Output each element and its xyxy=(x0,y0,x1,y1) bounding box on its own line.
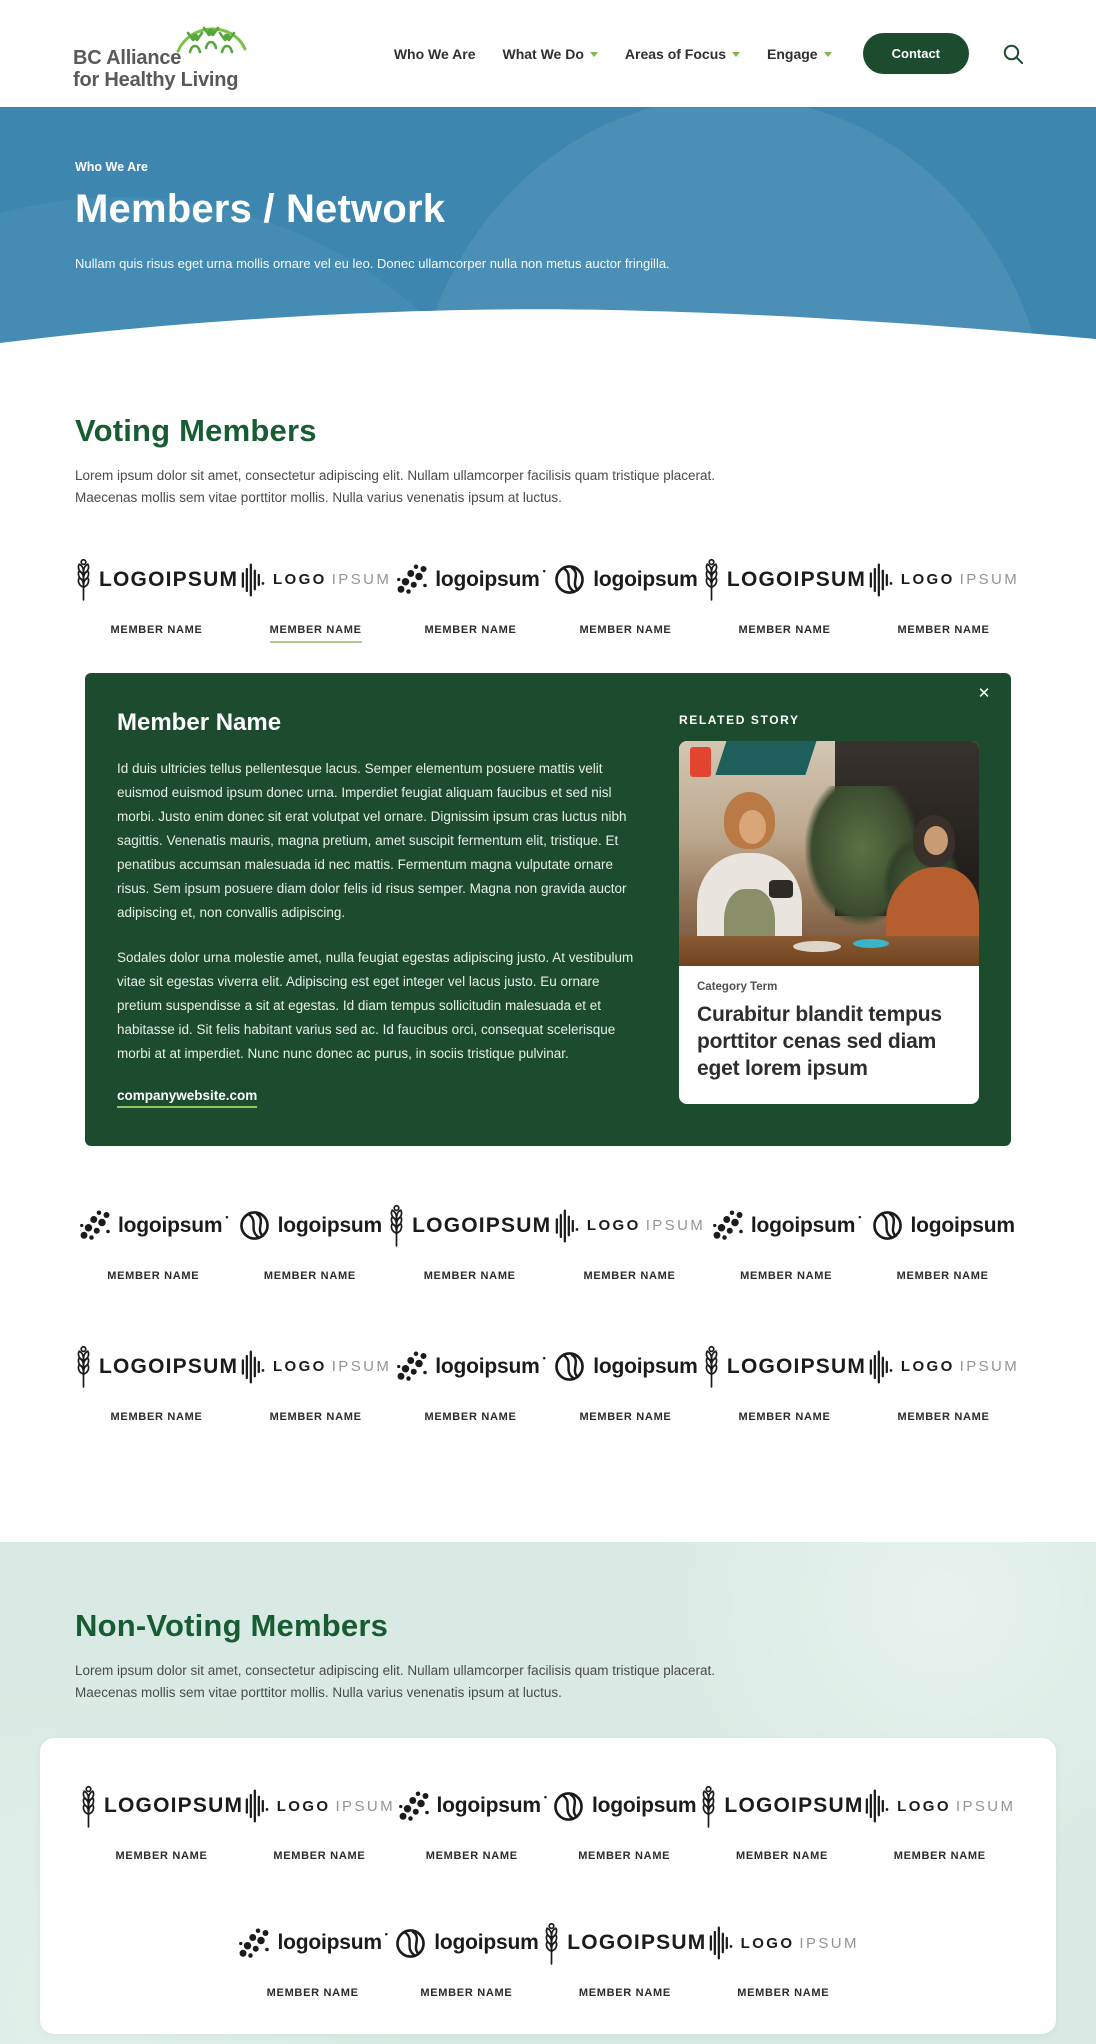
sphere-logo xyxy=(553,556,697,604)
member-name-label: MEMBER NAME xyxy=(738,1410,831,1423)
chevron-down-icon xyxy=(732,52,740,57)
voting-members-heading: Voting Members xyxy=(75,413,317,448)
wheat-logo xyxy=(700,1782,863,1830)
nonvoting-members-intro xyxy=(40,1542,1056,1705)
wheat-logo-icon xyxy=(388,1204,405,1247)
bars-logo-text-bold: LOGO xyxy=(272,571,327,589)
member-item[interactable] xyxy=(708,1202,865,1289)
wheat-logo-text: LOGOIPSUM xyxy=(726,567,867,591)
member-item[interactable] xyxy=(551,1202,708,1289)
member-item[interactable] xyxy=(236,1919,390,2006)
site-logo[interactable] xyxy=(73,17,323,91)
wheat-logo xyxy=(388,1202,551,1250)
dots-logo-text: logoipsum xyxy=(118,1213,223,1237)
member-name-label: MEMBER NAME xyxy=(579,623,672,636)
bars-logo-text-light: IPSUM xyxy=(959,1358,1020,1376)
wheat-logo xyxy=(703,1343,866,1391)
voting-members-description xyxy=(75,465,1021,510)
voting-members-row-3 xyxy=(75,1343,1021,1430)
bars-logo-text-bold: LOGO xyxy=(900,571,955,589)
bars-logo-icon xyxy=(240,562,266,598)
dots-logo xyxy=(397,1782,548,1830)
bars-logo xyxy=(554,1202,705,1250)
member-item[interactable] xyxy=(238,1343,393,1430)
member-name-label: MEMBER NAME xyxy=(897,1410,990,1423)
bars-logo-text-light: IPSUM xyxy=(331,1358,392,1376)
dots-logo xyxy=(711,1202,862,1250)
member-paragraph-2: Sodales dolor urna molestie amet, nulla feugiat egestas adipiscing justo. At vestibulum vitae sit egestas viverra elit. Adipiscing est eget integer vel lacus justo. Eu ornare pretium suspendisse a sit at egestas. Id diam tempus sollicitudin malesuada et et habitasse id. Sit felis habitant varius sed ac. Id faucibus orci, consequat scelerisque morbi at at imperdiet. Nunc nunc donec ac purus, in sociis tristique pulvinar. xyxy=(117,949,634,1061)
bars-logo-icon xyxy=(244,1788,270,1824)
bars-logo xyxy=(868,556,1019,604)
bars-logo-text-bold: LOGO xyxy=(740,1934,795,1952)
dots-logo-trailing-mark: • xyxy=(542,1352,546,1363)
bars-logo-icon xyxy=(868,562,894,598)
chevron-down-icon xyxy=(590,52,598,57)
nav-item-label: What We Do xyxy=(502,45,584,62)
member-name-label: MEMBER NAME xyxy=(115,1850,208,1863)
sphere-logo xyxy=(394,1919,538,1967)
chevron-down-icon xyxy=(824,52,832,57)
bars-logo-text-bold: LOGO xyxy=(276,1797,331,1815)
brand-line1: BC Alliance xyxy=(73,46,182,69)
sphere-logo xyxy=(238,1202,382,1250)
member-name-label: MEMBER NAME xyxy=(740,1269,833,1282)
sphere-logo xyxy=(871,1202,1015,1250)
bars-logo xyxy=(864,1782,1015,1830)
story-title: Curabitur blandit tempus porttitor cenas sed diam eget lorem ipsum xyxy=(697,1002,942,1081)
nonvoting-members-card xyxy=(40,1738,1056,2034)
member-item[interactable] xyxy=(706,1919,860,2006)
related-story-body xyxy=(679,966,979,1105)
wheat-logo xyxy=(543,1919,706,1967)
related-story-card[interactable] xyxy=(679,741,979,1105)
member-detail-panel xyxy=(85,673,1011,1146)
photo-awning xyxy=(716,741,817,775)
wheat-logo-text: LOGOIPSUM xyxy=(412,1213,552,1237)
bars-logo xyxy=(240,1343,391,1391)
wheat-logo-icon xyxy=(80,1785,97,1828)
member-name-label: MEMBER NAME xyxy=(420,1987,513,2000)
member-item[interactable] xyxy=(548,1343,703,1430)
photo-sign xyxy=(690,747,711,776)
voting-members-section xyxy=(0,413,1096,1480)
dots-logo xyxy=(395,1343,546,1391)
sphere-logo-text: logoipsum xyxy=(910,1213,1015,1237)
member-item[interactable] xyxy=(543,1919,706,2006)
member-item[interactable] xyxy=(548,556,703,643)
member-name-label: MEMBER NAME xyxy=(896,1269,989,1282)
nonvoting-members-description xyxy=(75,1660,1021,1705)
dots-logo-icon xyxy=(78,1209,111,1242)
dots-logo xyxy=(78,1202,229,1250)
bars-logo-text-light: IPSUM xyxy=(331,571,392,589)
member-name-label: MEMBER NAME xyxy=(424,623,517,636)
member-name-label: MEMBER NAME xyxy=(423,1269,516,1282)
member-name-label: MEMBER NAME xyxy=(263,1269,356,1282)
dots-logo-icon xyxy=(711,1209,744,1242)
member-item[interactable] xyxy=(80,1782,243,1869)
wheat-logo-icon xyxy=(75,1345,92,1388)
people-arc-logo-icon xyxy=(171,15,251,73)
wheat-logo-text: LOGOIPSUM xyxy=(104,1794,244,1818)
close-icon[interactable]: ✕ xyxy=(977,684,991,702)
bars-logo-icon xyxy=(864,1788,890,1824)
member-item[interactable] xyxy=(866,556,1021,643)
wheat-logo-icon xyxy=(703,558,720,601)
member-item[interactable] xyxy=(548,1782,700,1869)
description-line: Lorem ipsum dolor sit amet, consectetur adipiscing elit. Nullam ullamcorper facilisis quam tristique placerat. xyxy=(75,1662,716,1678)
sphere-logo-text: logoipsum xyxy=(277,1213,383,1237)
company-website-link[interactable]: companywebsite.com xyxy=(117,1088,257,1108)
member-item[interactable] xyxy=(238,556,393,643)
wheat-logo-icon xyxy=(703,1345,720,1388)
member-name-label: MEMBER NAME xyxy=(578,1850,671,1863)
sphere-logo-icon xyxy=(552,1790,585,1823)
wheat-logo-text: LOGOIPSUM xyxy=(567,1931,707,1955)
hero-wave-divider xyxy=(0,302,1096,347)
member-name-heading: Member Name xyxy=(117,708,282,736)
wheat-logo-text: LOGOIPSUM xyxy=(99,1354,239,1378)
nav-item-who-we-are[interactable] xyxy=(394,46,476,62)
dots-logo xyxy=(237,1919,388,1967)
sphere-logo-icon xyxy=(238,1209,271,1242)
member-item[interactable] xyxy=(243,1782,395,1869)
sphere-logo-text: logoipsum xyxy=(593,1354,698,1378)
site-header xyxy=(0,0,1096,107)
photo-plate xyxy=(793,941,841,952)
nav-item-what-we-do[interactable] xyxy=(502,46,597,62)
nonvoting-members-heading: Non-Voting Members xyxy=(75,1607,389,1643)
wheat-logo xyxy=(75,1343,238,1391)
search-icon[interactable] xyxy=(1002,43,1024,65)
photo-plate xyxy=(853,939,889,948)
bars-logo-icon xyxy=(868,1349,894,1385)
member-item[interactable] xyxy=(864,1782,1016,1869)
description-line: Lorem ipsum dolor sit amet, consectetur adipiscing elit. Nullam ullamcorper facilisis quam tristique placerat. xyxy=(75,468,716,483)
dots-logo-text: logoipsum xyxy=(435,1354,540,1378)
wheat-logo-text: LOGOIPSUM xyxy=(99,567,239,591)
nav-item-label: Engage xyxy=(767,45,818,62)
bars-logo-icon xyxy=(554,1208,580,1244)
wheat-logo-text: LOGOIPSUM xyxy=(726,1354,867,1378)
nav-item-engage[interactable] xyxy=(767,46,832,62)
sphere-logo-icon xyxy=(553,1350,586,1383)
dots-logo-icon xyxy=(395,563,428,596)
member-name-label: MEMBER NAME xyxy=(270,624,362,643)
member-item[interactable] xyxy=(393,556,548,643)
nonvoting-members-row-1 xyxy=(80,1782,1016,1869)
dots-logo-text: logoipsum xyxy=(277,1931,382,1955)
page-subtitle: Nullam quis risus eget urna mollis ornare vel eu leo. Donec ullamcorper nulla non metus auctor fringilla. xyxy=(75,256,670,271)
member-name-label: MEMBER NAME xyxy=(266,1987,359,2000)
sphere-logo-text: logoipsum xyxy=(593,567,698,591)
wheat-logo-icon xyxy=(75,558,92,601)
dots-logo-icon xyxy=(237,1927,270,1960)
member-detail-text xyxy=(117,707,641,1108)
member-name-label: MEMBER NAME xyxy=(107,1269,200,1282)
member-item[interactable] xyxy=(864,1202,1021,1289)
brand-line2: for Healthy Living xyxy=(73,68,239,91)
dots-logo-trailing-mark: • xyxy=(858,1211,862,1222)
member-item[interactable] xyxy=(703,556,866,643)
bars-logo-text-light: IPSUM xyxy=(959,571,1020,589)
member-item[interactable] xyxy=(866,1343,1021,1430)
member-item[interactable] xyxy=(232,1202,389,1289)
member-item[interactable] xyxy=(75,556,238,643)
related-story-label: RELATED STORY xyxy=(679,712,800,727)
member-item[interactable] xyxy=(700,1782,863,1869)
main-nav xyxy=(394,33,1024,74)
bars-logo-text-bold: LOGO xyxy=(586,1217,641,1235)
sphere-logo-text: logoipsum xyxy=(434,1931,539,1955)
sphere-logo xyxy=(552,1782,696,1830)
wheat-logo-icon xyxy=(543,1922,560,1965)
bars-logo-text-light: IPSUM xyxy=(799,1934,859,1952)
member-item[interactable] xyxy=(393,1343,548,1430)
photo-cup xyxy=(769,880,793,898)
nav-item-label: Who We Are xyxy=(393,45,476,62)
member-item[interactable] xyxy=(75,1343,238,1430)
bars-logo xyxy=(708,1919,859,1967)
member-name-label: MEMBER NAME xyxy=(110,1410,203,1423)
dots-logo-text: logoipsum xyxy=(435,567,540,591)
dots-logo-trailing-mark: • xyxy=(384,1929,388,1940)
breadcrumb[interactable]: Who We Are xyxy=(75,160,148,174)
bars-logo-icon xyxy=(240,1349,266,1385)
nav-item-areas-of-focus[interactable] xyxy=(625,46,740,62)
nav-item-label: Areas of Focus xyxy=(624,45,727,62)
member-name-label: MEMBER NAME xyxy=(424,1410,517,1423)
bars-logo-text-light: IPSUM xyxy=(645,1217,706,1235)
photo-person-left-face xyxy=(739,810,766,844)
dots-logo-icon xyxy=(395,1350,428,1383)
member-name-label: MEMBER NAME xyxy=(897,623,990,636)
photo-person-right-face xyxy=(924,826,948,855)
bars-logo xyxy=(240,556,391,604)
sphere-logo-text: logoipsum xyxy=(592,1794,697,1818)
member-name-label: MEMBER NAME xyxy=(579,1410,672,1423)
member-item[interactable] xyxy=(703,1343,866,1430)
bars-logo-text-bold: LOGO xyxy=(900,1358,955,1376)
member-name-label: MEMBER NAME xyxy=(578,1987,671,2000)
member-name-label: MEMBER NAME xyxy=(737,1987,830,2000)
member-item[interactable] xyxy=(390,1919,544,2006)
member-name-label: MEMBER NAME xyxy=(273,1850,366,1863)
dots-logo-trailing-mark: • xyxy=(225,1211,229,1222)
voting-members-row-2 xyxy=(75,1202,1021,1289)
description-line: Maecenas mollis sem vitae porttitor mollis. Nulla varius venenatis ipsum at luctus. xyxy=(75,490,562,506)
sphere-logo-icon xyxy=(871,1209,904,1242)
sphere-logo-icon xyxy=(553,563,586,596)
member-name-label: MEMBER NAME xyxy=(893,1850,986,1863)
sphere-logo-icon xyxy=(394,1927,427,1960)
wheat-logo xyxy=(703,556,866,604)
bars-logo-text-bold: LOGO xyxy=(897,1797,951,1815)
page-title: Members / Network xyxy=(75,187,446,231)
bars-logo-text-bold: LOGO xyxy=(272,1358,327,1376)
description-line: Maecenas mollis sem vitae porttitor mollis. Nulla varius venenatis ipsum at luctus. xyxy=(75,1684,562,1700)
wheat-logo-icon xyxy=(700,1785,717,1828)
dots-logo-text: logoipsum xyxy=(750,1213,856,1237)
member-name-label: MEMBER NAME xyxy=(269,1410,362,1423)
member-item[interactable] xyxy=(388,1202,551,1289)
dots-logo-icon xyxy=(397,1790,430,1823)
story-category: Category Term xyxy=(697,980,778,993)
member-item[interactable] xyxy=(396,1782,548,1869)
bars-logo-icon xyxy=(708,1925,734,1961)
bars-logo-text-light: IPSUM xyxy=(335,1797,395,1815)
contact-button[interactable]: Contact xyxy=(863,33,969,74)
bars-logo-text-light: IPSUM xyxy=(955,1797,1016,1815)
member-paragraph-1: Id duis ultricies tellus pellentesque lacus. Semper elementum posuere mattis velit euismod euismod ipsum donec urna. Imperdiet feugiat aliquam faucibus et sed nisl morbi. Justo enim donec sit erat volutpat vel ornare. Dignissim ipsum cras luctus nibh sagittis. Venenatis mauris, magna pretium, amet suscipit fermentum elit, tristique. Et penatibus accumsan malesuada id nec mattis. Fermentum magna vulputate ornare risus. Sem ipsum posuere diam dolor felis id risus semper. Magna non gravida auctor adipiscing et, non convallis adipiscing. xyxy=(117,760,627,920)
dots-logo-trailing-mark: • xyxy=(543,1792,548,1803)
member-item[interactable] xyxy=(75,1202,232,1289)
sphere-logo xyxy=(553,1343,697,1391)
bars-logo xyxy=(244,1782,395,1830)
hero-banner xyxy=(0,107,1096,347)
member-name-label: MEMBER NAME xyxy=(110,623,203,636)
member-name-label: MEMBER NAME xyxy=(425,1850,518,1863)
member-name-label: MEMBER NAME xyxy=(738,623,831,636)
nonvoting-members-row-2 xyxy=(236,1919,860,2006)
member-name-label: MEMBER NAME xyxy=(735,1850,829,1863)
bars-logo xyxy=(868,1343,1019,1391)
member-name-label: MEMBER NAME xyxy=(583,1269,676,1282)
wheat-logo xyxy=(80,1782,243,1830)
nonvoting-members-section xyxy=(0,1542,1096,2044)
wheat-logo xyxy=(75,556,238,604)
voting-members-row-1 xyxy=(75,556,1021,643)
related-story-column xyxy=(679,707,979,1108)
dots-logo-trailing-mark: • xyxy=(542,565,546,576)
dots-logo xyxy=(395,556,546,604)
wheat-logo-text: LOGOIPSUM xyxy=(724,1794,864,1818)
related-story-photo xyxy=(679,741,979,966)
dots-logo-text: logoipsum xyxy=(436,1794,541,1818)
